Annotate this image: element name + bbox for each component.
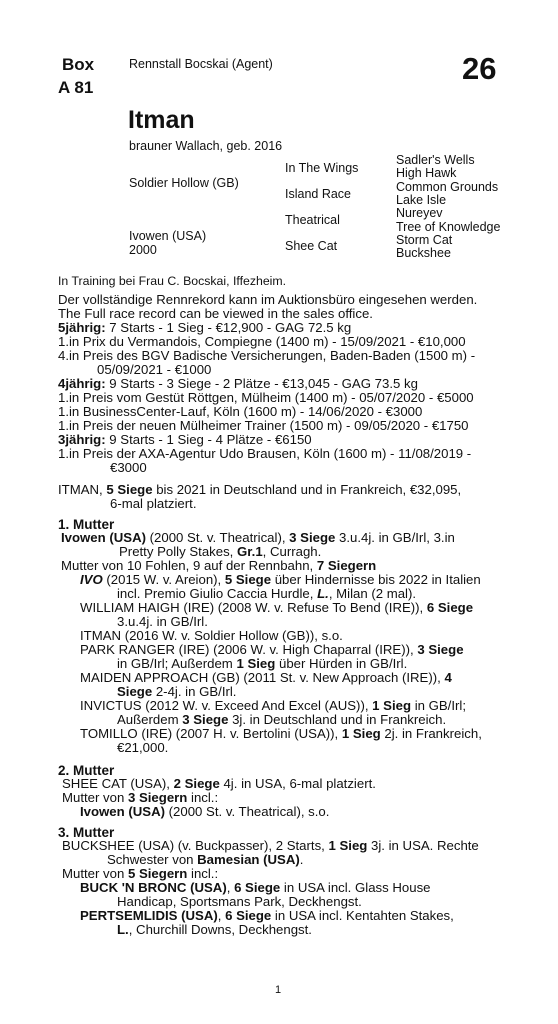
career-summary-cont: 6-mal platziert.: [110, 496, 197, 511]
progeny-line: incl. Premio Giulio Caccia Hurdle, L., Milan (2 mal).: [117, 586, 417, 601]
dam-line: Ivowen (USA) (2000 St. v. Theatrical), 3 Siege 3.u.4j. in GB/Irl, 3.in: [61, 530, 455, 545]
training-info: In Training bei Frau C. Bocskai, Iffezheim.: [58, 274, 287, 288]
pedigree-great-grandparent: Tree of Knowledge: [396, 220, 501, 234]
dam-line: Mutter von 3 Siegern incl.:: [62, 790, 219, 805]
pedigree-great-grandparent: Storm Cat: [396, 233, 453, 247]
summary-wins: 5 Siege: [106, 482, 153, 497]
section-title: 3. Mutter: [58, 825, 115, 840]
lot-number: 26: [462, 51, 497, 86]
horse-name: Itman: [128, 106, 195, 134]
pedigree-dam-year: 2000: [129, 243, 157, 257]
box-label: Box: [62, 55, 95, 74]
record-5yo-summary: [58, 321, 351, 335]
record-line: 1.in BusinessCenter-Lauf, Köln (1600 m) - 14/06/2020 - €3000: [58, 404, 423, 419]
progeny-line: Außerdem 3 Siege 3j. in Deutschland und in Frankreich.: [117, 712, 447, 727]
progeny-line: PARK RANGER (IRE) (2006 W. v. High Chaparral (IRE)), 3 Siege: [80, 642, 464, 657]
pedigree-grandparent: In The Wings: [285, 161, 359, 175]
summary-text: bis 2021 in Deutschland und in Frankreich, €32,095,: [152, 482, 462, 497]
record-3yo-summary: [58, 433, 312, 447]
record-line: €3000: [110, 460, 147, 475]
record-line: 4.in Preis des BGV Badische Versicherungen, Baden-Baden (1500 m) -: [58, 348, 476, 363]
progeny-line: MAIDEN APPROACH (GB) (2011 St. v. New Approach (IRE)), 4: [80, 670, 452, 685]
page-number: 1: [275, 984, 282, 996]
dam-line: SHEE CAT (USA), 2 Siege 4j. in USA, 6-mal platziert.: [62, 776, 376, 791]
pedigree-grandparent: Theatrical: [285, 213, 340, 227]
pedigree-grandparent: Island Race: [285, 187, 352, 201]
record-line: 1.in Preis der neuen Mülheimer Trainer (1500 m) - 09/05/2020 - €1750: [58, 418, 469, 433]
dam-line: Mutter von 10 Fohlen, 9 auf der Rennbahn, 7 Siegern: [61, 558, 377, 573]
record-summary-text: 7 Starts - 1 Sieg - €12,900 - GAG 72.5 kg: [105, 320, 352, 335]
pedigree-great-grandparent: Buckshee: [396, 246, 451, 260]
progeny-line: ITMAN (2016 W. v. Soldier Hollow (GB)), s.o.: [80, 628, 343, 643]
progeny-line: Ivowen (USA) (2000 St. v. Theatrical), s.o.: [80, 804, 330, 819]
horse-description: brauner Wallach, geb. 2016: [129, 139, 283, 153]
record-year-label: 4jährig:: [58, 376, 106, 391]
pedigree-great-grandparent: Common Grounds: [396, 180, 499, 194]
dam-line: Schwester von Bamesian (USA).: [107, 852, 304, 867]
pedigree-dam: Ivowen (USA): [129, 229, 207, 243]
record-note-en: The Full race record can be viewed in the sales office.: [58, 306, 373, 321]
stable-name: Rennstall Bocskai (Agent): [129, 57, 273, 71]
record-summary-text: 9 Starts - 1 Sieg - 4 Plätze - €6150: [105, 432, 312, 447]
summary-text: ITMAN,: [58, 482, 107, 497]
dam-line: Pretty Polly Stakes, Gr.1, Curragh.: [119, 544, 322, 559]
progeny-line: €21,000.: [117, 740, 169, 755]
pedigree-great-grandparent: Nureyev: [396, 206, 443, 220]
progeny-line: PERTSEMLIDIS (USA), 6 Siege in USA incl. Kentahten Stakes,: [80, 908, 454, 923]
record-4yo-summary: [58, 377, 418, 391]
record-line: 05/09/2021 - €1000: [97, 362, 212, 377]
career-summary: [58, 483, 461, 497]
pedigree-great-grandparent: High Hawk: [396, 166, 457, 180]
progeny-line: BUCK 'N BRONC (USA), 6 Siege in USA incl. Glass House: [80, 880, 431, 895]
progeny-line: 3.u.4j. in GB/Irl.: [117, 614, 208, 629]
dam-line: Mutter von 5 Siegern incl.:: [62, 866, 219, 881]
pedigree-great-grandparent: Sadler's Wells: [396, 153, 475, 167]
progeny-line: in GB/Irl; Außerdem 1 Sieg über Hürden in GB/Irl.: [117, 656, 408, 671]
box-id: A 81: [58, 78, 94, 97]
record-year-label: 3jährig:: [58, 432, 106, 447]
record-line: 1.in Preis der AXA-Agentur Udo Brausen, Köln (1600 m) - 11/08/2019 -: [58, 446, 472, 461]
record-note-de: Der vollständige Rennrekord kann im Auktionsbüro eingesehen werden.: [58, 292, 478, 307]
progeny-line: Handicap, Sportsmans Park, Deckhengst.: [117, 894, 362, 909]
progeny-line: IVO (2015 W. v. Areion), 5 Siege über Hindernisse bis 2022 in Italien: [80, 572, 481, 587]
dam-line: BUCKSHEE (USA) (v. Buckpasser), 2 Starts, 1 Sieg 3j. in USA. Rechte: [62, 838, 479, 853]
pedigree-great-grandparent: Lake Isle: [396, 193, 447, 207]
progeny-line: TOMILLO (IRE) (2007 H. v. Bertolini (USA)), 1 Sieg 2j. in Frankreich,: [80, 726, 482, 741]
record-summary-text: 9 Starts - 3 Siege - 2 Plätze - €13,045 - GAG 73.5 kg: [105, 376, 418, 391]
progeny-line: Siege 2-4j. in GB/Irl.: [117, 684, 237, 699]
section-title: 1. Mutter: [58, 517, 115, 532]
section-title: 2. Mutter: [58, 763, 115, 778]
progeny-line: INVICTUS (2012 W. v. Exceed And Excel (AUS)), 1 Sieg in GB/Irl;: [80, 698, 466, 713]
progeny-line: WILLIAM HAIGH (IRE) (2008 W. v. Refuse To Bend (IRE)), 6 Siege: [80, 600, 474, 615]
record-line: 1.in Preis vom Gestüt Röttgen, Mülheim (1400 m) - 05/07/2020 - €5000: [58, 390, 474, 405]
progeny-line: L., Churchill Downs, Deckhengst.: [117, 922, 312, 937]
record-year-label: 5jährig:: [58, 320, 106, 335]
record-line: 1.in Prix du Vermandois, Compiegne (1400 m) - 15/09/2021 - €10,000: [58, 334, 466, 349]
pedigree-grandparent: Shee Cat: [285, 239, 338, 253]
pedigree-sire: Soldier Hollow (GB): [129, 176, 239, 190]
